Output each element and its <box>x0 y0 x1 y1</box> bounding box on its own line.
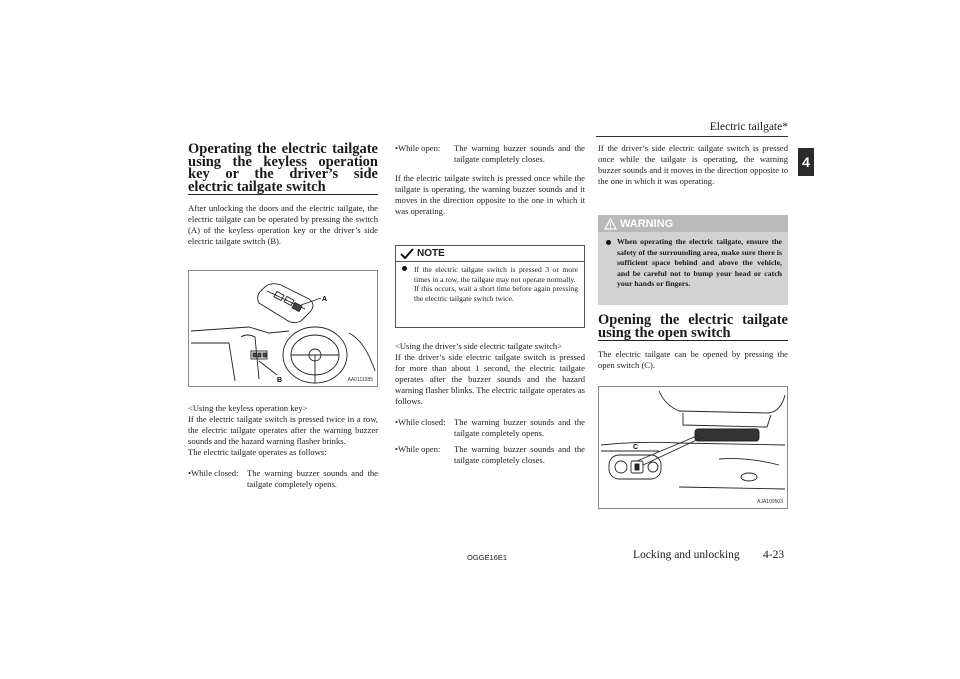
callout-b: B <box>277 377 283 384</box>
callout-a: A <box>322 296 328 303</box>
driver-text: If the driver’s side electric tailgate switch is pressed for more than about 1 second, the electric tailgate operates after the buzzer sounds and the hazard warning flasher blinks. The electric tailgate operates as follows. <box>395 352 585 406</box>
figure-code: AA0111285 <box>347 377 373 383</box>
column-3-section-2 <box>598 314 788 371</box>
header-rule <box>596 136 788 137</box>
note-box <box>395 245 585 328</box>
open-switch-text: The electric tailgate can be opened by pressing the open switch (C). <box>598 349 788 370</box>
driver-subheading: <Using the driver’s side electric tailgate switch> <box>395 341 563 351</box>
condition-key: •While closed: <box>188 468 239 478</box>
page-number: 4-23 <box>763 549 785 561</box>
column-3 <box>598 143 788 187</box>
keyless-conditions-table <box>188 468 378 490</box>
tailgate-switch-drawing <box>599 387 787 508</box>
column-2-lower <box>395 341 585 466</box>
warning-triangle-icon <box>604 218 617 230</box>
column-2 <box>395 143 585 217</box>
bullet-icon <box>402 266 407 271</box>
during-operation-text: If the electric tailgate switch is pressed once while the tailgate is operating, the warning buzzer sounds and it moves in the direction opposite to the one in which it was operating. <box>395 173 585 216</box>
section-heading-open-switch: Opening the electric tailgate using the open switch <box>598 312 788 341</box>
footer-section: Locking and unlocking <box>633 549 740 561</box>
open-switch-illustration <box>598 386 788 509</box>
keyless-key-and-switch-illustration <box>188 270 378 387</box>
condition-row <box>395 143 585 165</box>
key-dashboard-drawing <box>189 271 377 386</box>
warning-title: WARNING <box>620 217 674 230</box>
keyless-conditions-table-cont <box>395 143 585 165</box>
keyless-text: If the electric tailgate switch is pressed twice in a row, the electric tailgate operates after the warning buzzer sounds and the hazard warning flasher brinks. <box>188 414 378 446</box>
section-heading-operating: Operating the electric tailgate using the keyless operation key or the driver’s side electric tailgate switch <box>188 141 378 195</box>
warning-body <box>598 232 788 295</box>
note-title: NOTE <box>417 248 445 259</box>
driver-during-text: If the driver’s side electric tailgate switch is pressed once while the tailgate is operating, the warning buzzer sounds and it moves in the direction opposite to the one in which it was operating. <box>598 143 788 186</box>
note-body <box>396 262 584 307</box>
column-1 <box>188 143 378 247</box>
condition-value: The warning buzzer sounds and the tailgate completely opens. <box>247 468 378 489</box>
condition-value: The warning buzzer sounds and the tailgate completely closes. <box>454 444 585 465</box>
chapter-tab: 4 <box>798 148 814 176</box>
condition-value: The warning buzzer sounds and the tailgate completely opens. <box>454 417 585 438</box>
figure-code: AJA109503 <box>757 499 783 505</box>
bullet-icon <box>606 240 611 245</box>
column-1-lower <box>188 403 378 490</box>
condition-key: •While open: <box>395 444 441 454</box>
warning-text: When operating the electric tailgate, ensure the safety of the surrounding area, make sure there is sufficient space behind and above the vehicle, and be careful not to bump your head or catch your hands or fingers. <box>617 237 782 288</box>
condition-row <box>395 444 585 466</box>
note-line-2: If this occurs, wait a short time before again pressing the electric tailgate switch twice. <box>414 284 578 303</box>
driver-conditions-table <box>395 417 585 466</box>
warning-box <box>598 215 788 305</box>
keyless-subheading: <Using the keyless operation key> <box>188 403 308 413</box>
condition-key: •While open: <box>395 143 441 153</box>
warning-header <box>598 215 788 232</box>
keyless-operates: The electric tailgate operates as follows: <box>188 447 327 457</box>
note-header <box>396 246 584 262</box>
condition-key: •While closed: <box>395 417 446 427</box>
condition-row <box>395 417 585 439</box>
note-line-1: If the electric tailgate switch is pressed 3 or more times in a row, the tailgate may not operate normally. <box>414 265 578 284</box>
footer-code: OGGE16E1 <box>467 553 508 562</box>
checkmark-icon <box>400 248 414 259</box>
running-header: Electric tailgate* <box>709 121 788 133</box>
condition-value: The warning buzzer sounds and the tailgate completely closes. <box>454 143 585 164</box>
intro-paragraph: After unlocking the doors and the electric tailgate, the electric tailgate can be operated by pressing the switch (A) of the keyless operation key or the driver’s side electric tailgate switch (B). <box>188 203 378 246</box>
callout-c: C <box>633 444 639 451</box>
condition-row <box>188 468 378 490</box>
